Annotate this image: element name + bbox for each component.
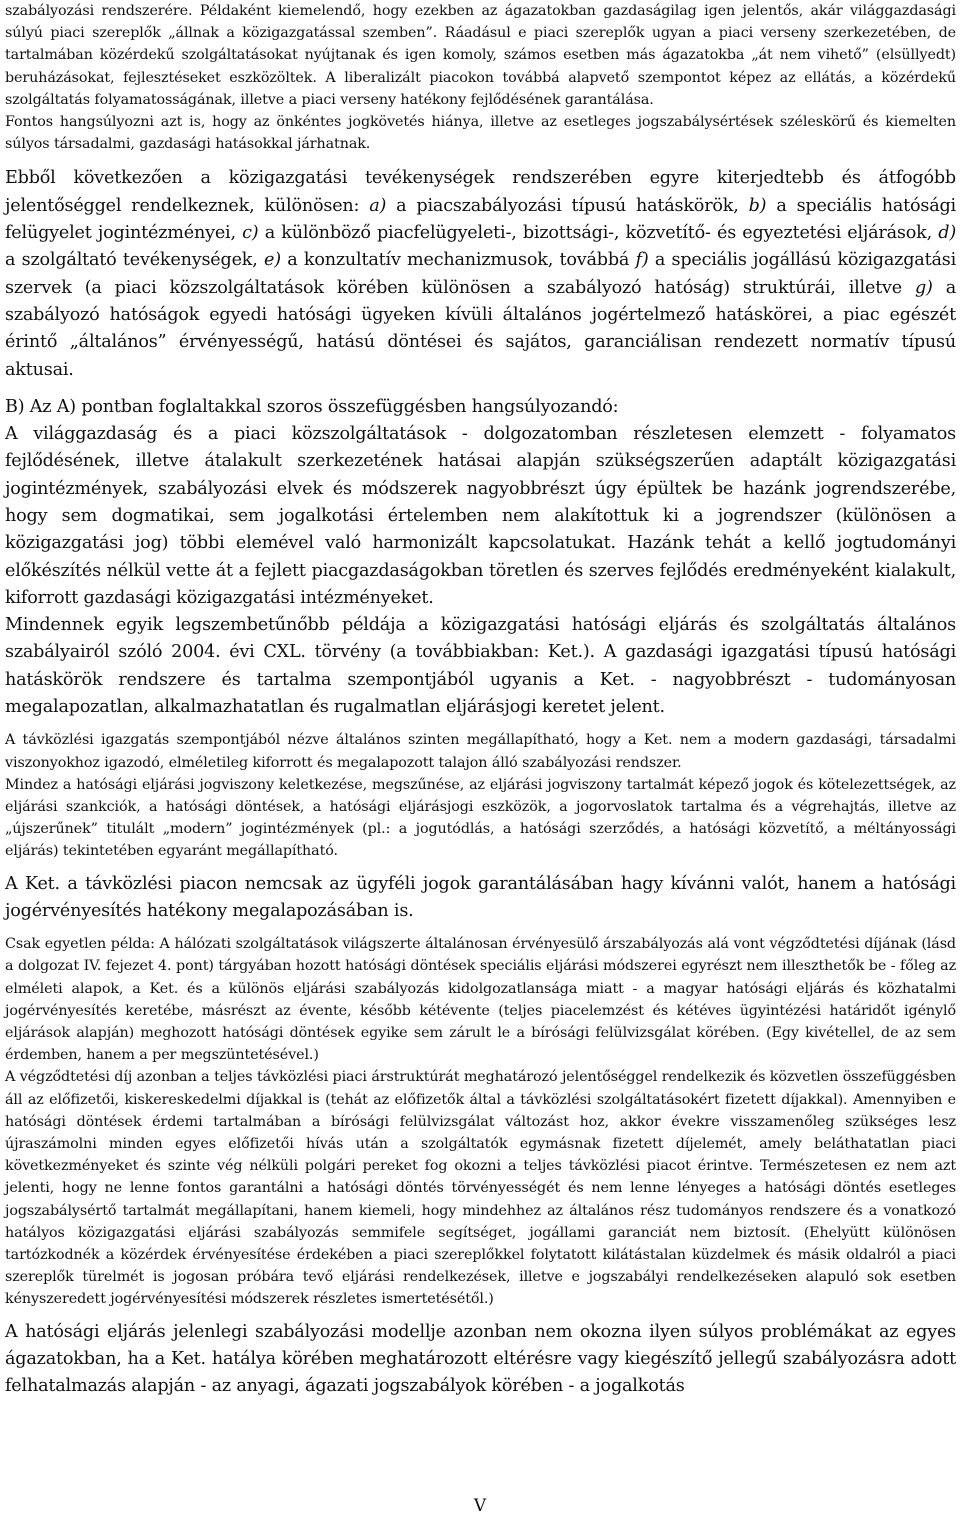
paragraph-text-segment: a speciális jogállású közigazgatási szervek (a piaci közszolgáltatások körében különösen a szabályozó hatóság) struktúrái, illetve (5, 250, 956, 298)
enumeration-marker: c) (242, 223, 259, 244)
paragraph-voluntary-compliance: Fontos hangsúlyozni azt is, hogy az önkéntes jogkövetés hiánya, illetve az esetleges jogszabálysértések széleskörű és kiemelten súlyos társadalmi, gazdasági hatásokkal járhatnak. (5, 114, 956, 153)
paragraph-termination-fee-structure: A végződtetési díj azonban a teljes távközlési piaci árstruktúrát meghatározó jelentőséggel rendelkezik és közvetlen összefüggésben áll az előfizetői, kiskereskedelmi díjakkal is (tehát az előfizetők által a távközlési szolgáltatásokért fizetett díjakkal). Amennyiben e hatósági döntések érdemi tartalmában a bírósági felülvizsgálat változást hoz, akkor évekre visszamenőleg szükséges lesz újraszámolni minden egyes előfizetői hívás után a szolgáltatók egymásnak fizetett díjelemét, amely beláthatatlan piaci következményeket és szinte vég nélküli polgári pereket fog okozni a teljes távközlési piacot érintve. Természetesen ez nem azt jelenti, hogy ne lenne fontos garantálni a hatósági döntés törvényességét és nem lenne lényeges a hatósági döntés esetleges jogszabálysértő tartalmát megállapítani, hanem kiemeli, hogy mindehhez az általános rész tudományos rendszere és a vonatkozó hatályos közigazgatási eljárási szabályozás semmifele segítséget, jogállami garanciát nem biztosít. (Ehelyütt különösen tartózkodnék a közérdek érvényesítése érdekében a piaci szereplőkkel folytatott kilátástalan küzdelmek és másik oldalról a piaci szereplők türelmét is jogosan próbára tevő eljárási rendelkezések, illetve e jogszabályi rendelkezéseken alapuló sok esetben kényszeredett jogérvényesítési módszerek részletes ismertetésétől.) (5, 1069, 956, 1308)
paragraph-procedural-relations: Mindez a hatósági eljárási jogviszony keletkezése, megszűnése, az eljárási jogviszony tartalmát képező jogok és kötelezettségek, az eljárási szankciók, a hatósági döntések, a hatósági eljárásjogi eszközök, a jogorvoslatok tartalma és a végrehajtás, illetve az „újszerűnek” titulált „modern” jogintézmények (pl.: a jogutódlás, a hatósági szerződés, a hatósági közvetítő, a méltányossági eljárás) tekintetében egyaránt megállapítható. (5, 776, 956, 860)
paragraph-world-economy: A világgazdaság és a piaci közszolgáltatások - dolgozatomban részletesen elemzett - folyamatos fejlődésének, illetve átalakult szerkezetének hatásai alapján szükségszerűen adaptált közigazgatási jogintézmények, szabályozási elvek és módszerek nagyobbrészt úgy épültek be hazánk jogrendszerébe, hogy sem dogmatikai, sem jogalkotási értelemben nem alakítottuk ki a jogrendszer (különösen a közigazgatási jog) többi elemével való harmonizált kapcsolatukat. Hazánk tehát a kellő jogtudományi előkészítés nélkül vette át a fejlett piacgazdaságokban töretlen és szerves fejlődés eredményeként kialakult, kiforrott gazdasági közigazgatási intézményeket. (5, 424, 956, 608)
paragraph-ket-example: Mindennek egyik legszembetűnőbb példája a közigazgatási hatósági eljárás és szolgáltatás általános szabályairól szóló 2004. évi CXL. törvény (a továbbiakban: Ket.). A gazdasági igazgatási típusú hatósági hatáskörök rendszere és tartalma szempontjából ugyanis a Ket. - nagyobbrészt - tudományosan megalapozatlan, alkalmazhatatlan és rugalmatlan eljárásjogi keretet jelent. (5, 615, 956, 718)
paragraph-ket-telecom-market: A Ket. a távközlési piacon nemcsak az ügyféli jogok garantálásában hagy kívánni valót, hanem a hatósági jogérvényesítés hatékony megalapozásában is. (5, 873, 956, 921)
paragraph-text-segment: a különböző piacfelügyeleti-, bizottsági-, közvetítő- és egyeztetési eljárások, (258, 223, 939, 244)
paragraph-text-segment: a konzultatív mechanizmusok, továbbá (280, 250, 636, 271)
enumeration-marker: d) (938, 223, 956, 244)
paragraph-text-segment: a piacszabályozási típusú hatáskörök, (386, 195, 749, 216)
paragraph-text-segment: a szolgáltató tevékenységek, (5, 250, 264, 271)
paragraph-admin-activities (5, 165, 956, 383)
paragraph-text-segment: a szabályozó hatóságok egyedi hatósági ügyeken kívüli általános jogértelmező hatáskörei, a piac egészét érintő „általános” érvényességű, hatású döntései és sajátos, garanciálisan rendezett normatív típusú aktusai. (5, 277, 956, 380)
paragraph-section-b-heading: B) Az A) pontban foglaltakkal szoros összefüggésben hangsúlyozandó: (5, 396, 619, 417)
paragraph-telecom-admin: A távközlési igazgatás szempontjából nézve általános szinten megállapítható, hogy a Ket. nem a modern gazdasági, társadalmi viszonyokhoz igazodó, elméletileg kiforrott és megalapozott talajon álló szabályozási rendszer. (5, 732, 956, 771)
enumeration-marker: g) (915, 277, 933, 298)
paragraph-continued-intro: szabályozási rendszerére. Példaként kiemelendő, hogy ezekben az ágazatokban gazdaságilag igen jelentős, akár világgazdasági súlyú piaci szereplők „állnak a közigazgatással szemben”. Ráadásul e piaci szereplők ugyan a piaci verseny szerkezetében, de tartalmában közérdekű szolgáltatásokat nyújtanak és igen komoly, számos esetben más ágazatokba „át nem vihető” (elsüllyedt) beruházásokat, fejlesztéseket eszközöltek. A liberalizált piacokon továbbá alapvető szempontot képez az ellátás, a közérdekű szolgáltatás folyamatosságának, illetve a piaci verseny hatékony fejlődésének garantálása. (5, 3, 956, 108)
paragraph-text-segment: a speciális hatósági felügyelet jogintézményei, (5, 195, 956, 244)
paragraph-termination-fee-example: Csak egyetlen példa: A hálózati szolgáltatások világszerte általánosan érvényesülő árszabályozás alá vont végződtetési díjának (lásd a dolgozat IV. fejezet 4. pont) tárgyában hozott hatósági döntések speciális eljárási módszerei egyrészt nem illeszthetők be - főleg az elméleti alapok, a Ket. és a különös eljárási szabályozás kidolgozatlansága miatt - a magyar hatósági eljárás és közhatalmi jogérvényesítés keretébe, másrészt az évente, később kétévente (teljes piacelemzést és kétéves ügyintézési határidőt igénylő eljárások alapján) meghozott hatósági döntések egyike sem zárult le a bírósági felülvizsgálat körében. (Egy kivétellel, de az sem érdemben, hanem a per megszüntetésével.) (5, 936, 956, 1064)
enumeration-marker: f) (635, 250, 649, 271)
page-number: V (473, 1496, 487, 1516)
enumeration-marker: a) (369, 195, 387, 216)
enumeration-marker: b) (748, 195, 767, 216)
enumeration-marker: e) (264, 250, 281, 271)
paragraph-text-segment: Ebből következően a közigazgatási tevékenységek rendszerében egyre kiterjedtebb és átfogóbb jelentőséggel rendelkeznek, különösen: (5, 168, 956, 216)
paragraph-regulatory-model: A hatósági eljárás jelenlegi szabályozási modellje azonban nem okozna ilyen súlyos problémákat az egyes ágazatokban, ha a Ket. hatálya körében meghatározott eltérésre vagy kiegészítő jellegű szabályozásra adott felhatalmazás alapján - az anyagi, ágazati jogszabályok körében - a jogalkotás (5, 1321, 956, 1397)
